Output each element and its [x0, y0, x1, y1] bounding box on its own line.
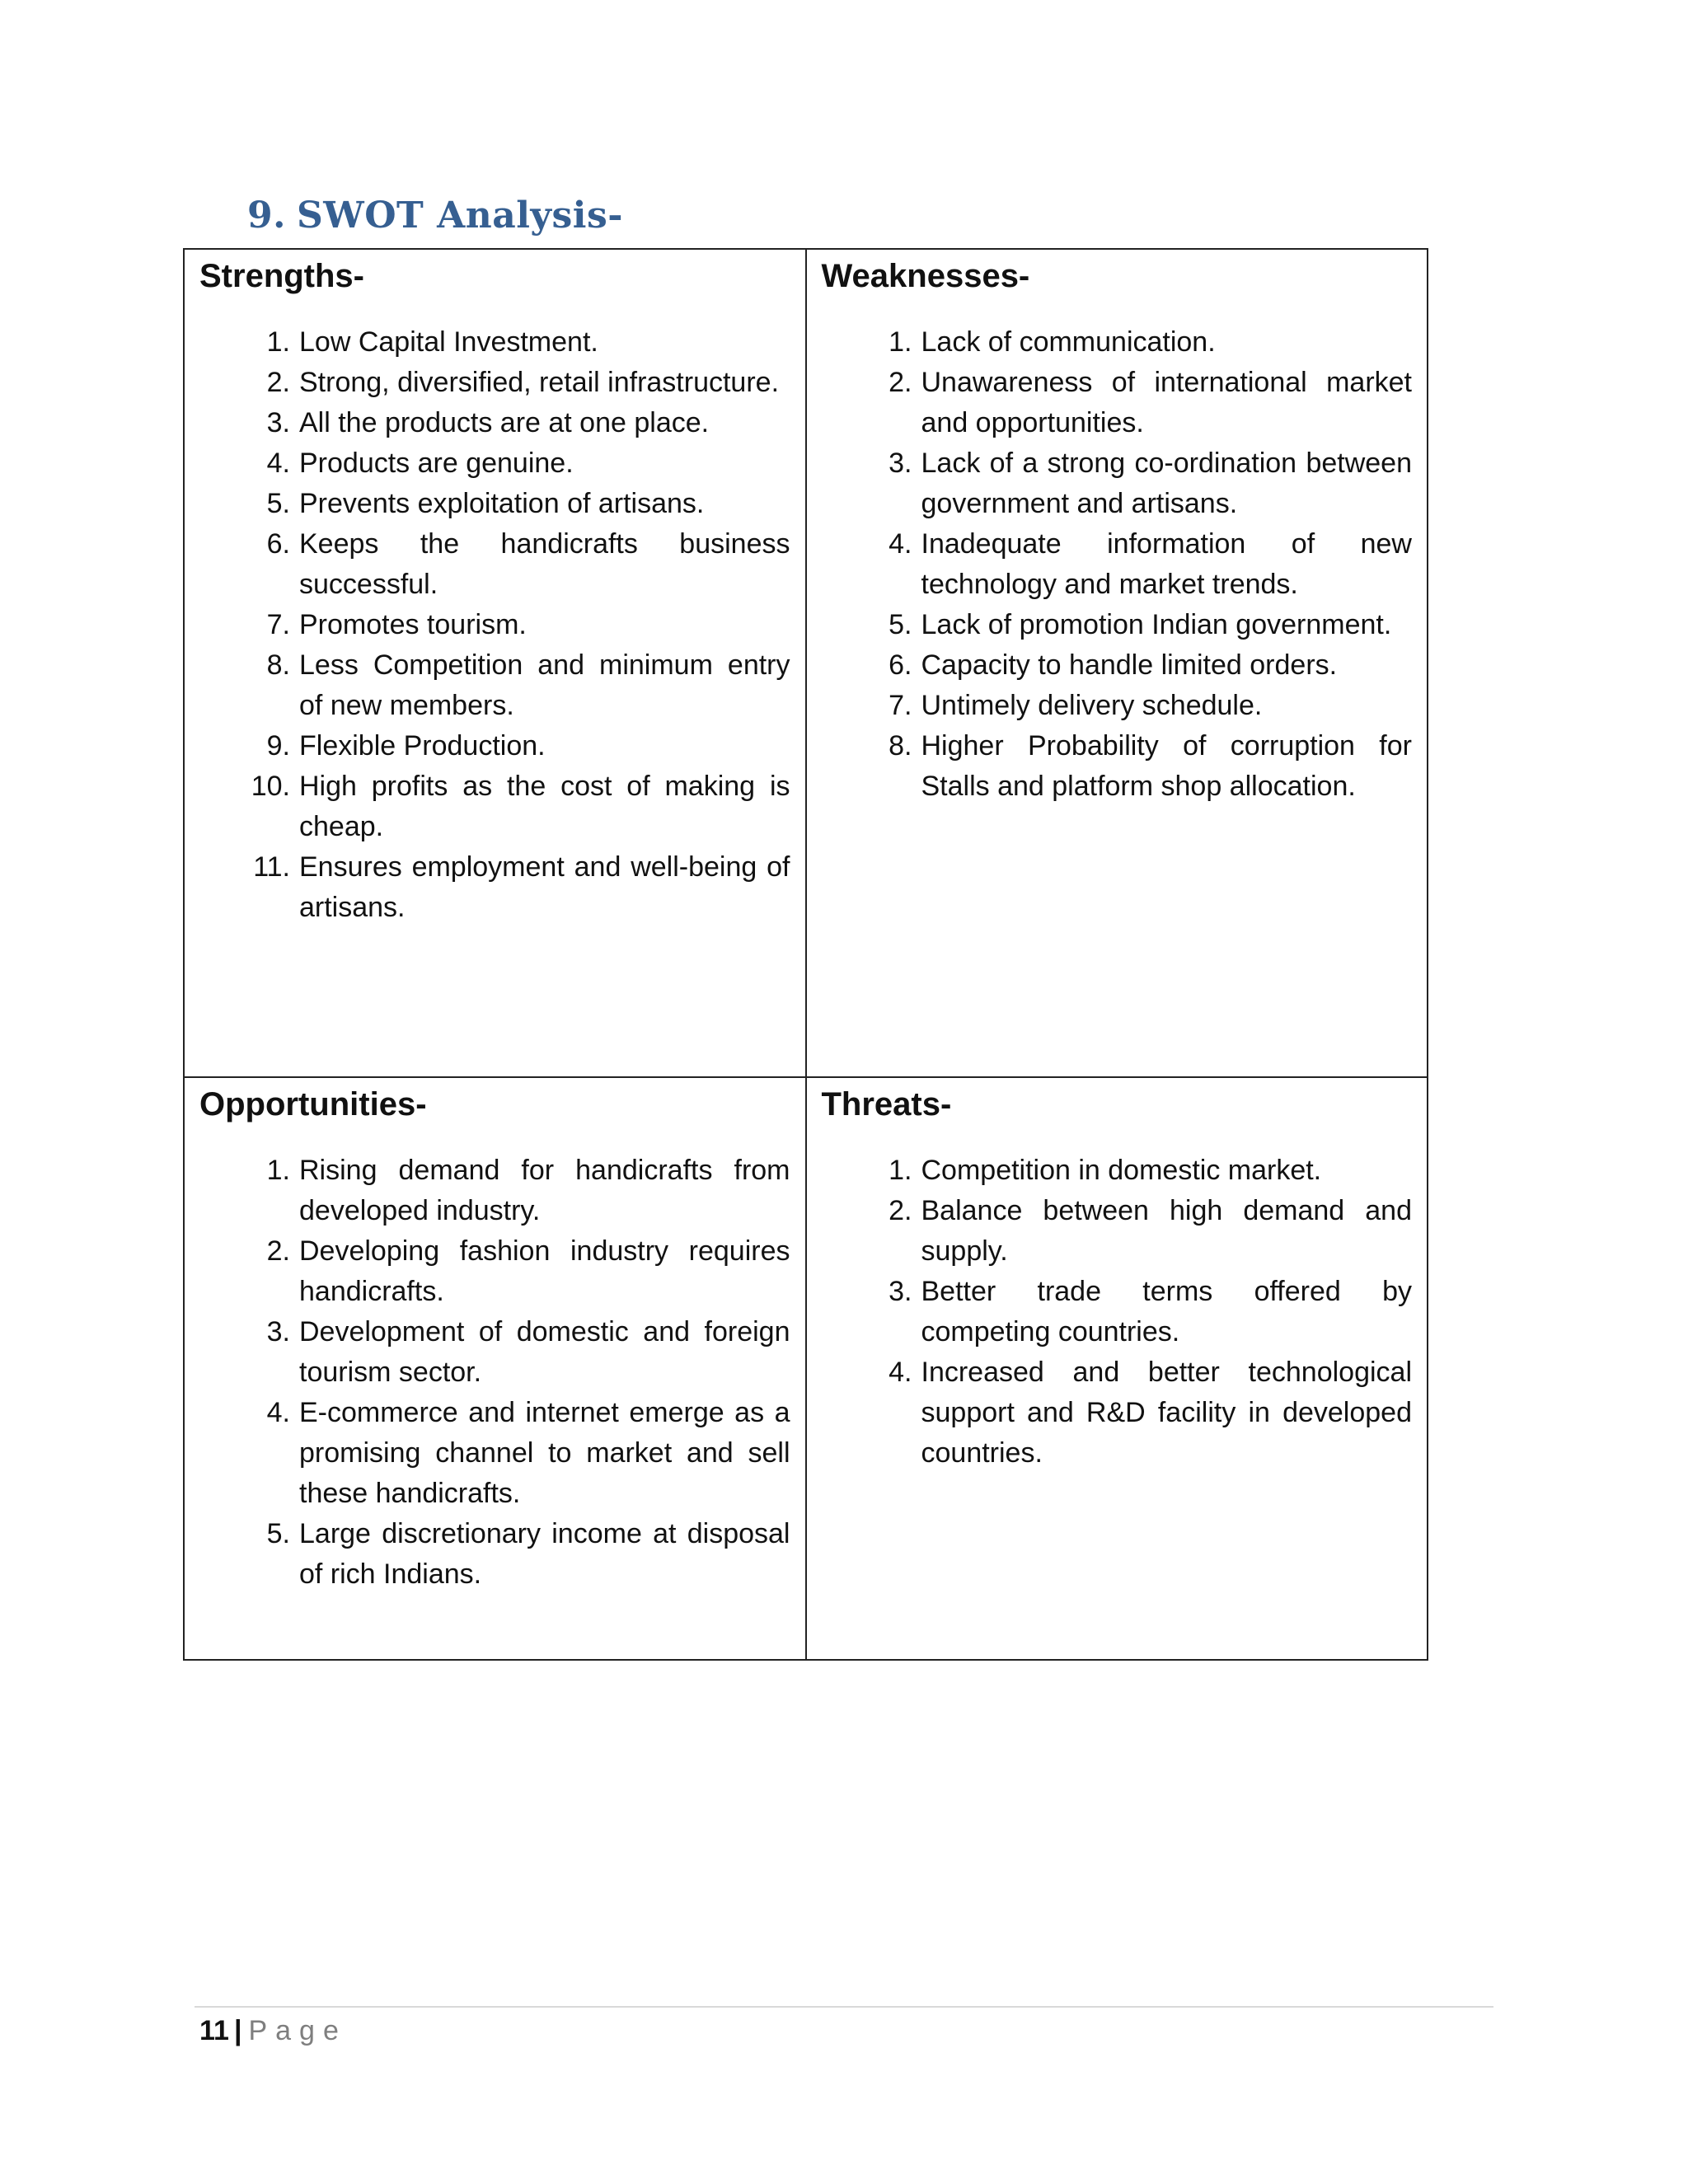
- strengths-title: Strengths-: [199, 258, 364, 294]
- list-item-text: Less Competition and minimum entry of new members.: [299, 649, 790, 721]
- list-item-number: 10.: [251, 771, 290, 802]
- list-item: [822, 686, 1413, 726]
- list-item-text: Development of domestic and foreign tourism sector.: [299, 1316, 790, 1388]
- list-item-number: 1.: [889, 326, 912, 358]
- list-item-number: 3.: [266, 407, 290, 438]
- list-item-number: 6.: [889, 649, 912, 681]
- page-footer: [199, 2011, 347, 2050]
- list-item-number: 4.: [266, 1397, 290, 1428]
- list-item-text: Lack of promotion Indian government.: [921, 609, 1392, 640]
- list-item-text: Ensures employment and well-being of artisans.: [299, 851, 790, 923]
- list-item-text: E-commerce and internet emerge as a promising channel to market and sell these handicrafts.: [299, 1397, 790, 1509]
- threats-list: [822, 1151, 1413, 1474]
- list-item-number: 4.: [889, 1357, 912, 1388]
- section-heading: [247, 194, 623, 237]
- list-item-text: Promotes tourism.: [299, 609, 527, 640]
- list-item: [199, 443, 790, 484]
- list-item: [822, 363, 1413, 443]
- list-item-text: Better trade terms offered by competing countries.: [921, 1276, 1412, 1347]
- weaknesses-cell: [806, 249, 1428, 1077]
- list-item: [822, 524, 1413, 605]
- list-item-number: 8.: [889, 730, 912, 762]
- list-item: [822, 322, 1413, 363]
- list-item-number: 8.: [266, 649, 290, 681]
- list-item: [822, 605, 1413, 645]
- list-item-text: Lack of a strong co-ordination between government and artisans.: [921, 448, 1412, 519]
- opportunities-title: Opportunities-: [199, 1086, 427, 1122]
- list-item: [199, 645, 790, 726]
- list-item: [822, 443, 1413, 524]
- list-item-number: 7.: [889, 690, 912, 721]
- list-item-text: High profits as the cost of making is cheap.: [299, 771, 790, 842]
- list-item-text: Inadequate information of new technology and market trends.: [921, 528, 1412, 600]
- swot-row-top: [184, 249, 1428, 1077]
- strengths-list: [199, 322, 790, 928]
- list-item: [199, 363, 790, 403]
- list-item: [199, 524, 790, 605]
- footer-divider: [195, 2006, 1493, 2008]
- section-number: 9.: [247, 194, 286, 237]
- list-item-number: 2.: [889, 367, 912, 398]
- list-item-number: 3.: [889, 1276, 912, 1307]
- list-item: [822, 645, 1413, 686]
- list-item-text: Competition in domestic market.: [921, 1155, 1322, 1186]
- list-item-number: 6.: [266, 528, 290, 560]
- list-item-text: Lack of communication.: [921, 326, 1216, 358]
- list-item-text: Keeps the handicrafts business successful.: [299, 528, 790, 600]
- strengths-cell: [184, 249, 806, 1077]
- list-item-text: Unawareness of international market and opportunities.: [921, 367, 1412, 438]
- list-item: [199, 1514, 790, 1595]
- list-item-number: 5.: [266, 1518, 290, 1549]
- list-item-number: 4.: [889, 528, 912, 560]
- list-item: [822, 1272, 1413, 1352]
- swot-row-bottom: [184, 1077, 1428, 1660]
- list-item-number: 11.: [253, 851, 290, 883]
- list-item-number: 2.: [266, 367, 290, 398]
- list-item: [822, 1151, 1413, 1191]
- list-item-number: 9.: [266, 730, 290, 762]
- list-item: [199, 322, 790, 363]
- list-item-text: Strong, diversified, retail infrastructure.: [299, 367, 780, 398]
- list-item-text: Developing fashion industry requires handicrafts.: [299, 1235, 790, 1307]
- list-item: [822, 1191, 1413, 1272]
- list-item: [822, 726, 1413, 807]
- list-item: [199, 605, 790, 645]
- list-item-text: Flexible Production.: [299, 730, 546, 762]
- list-item: [199, 484, 790, 524]
- list-item-number: 1.: [889, 1155, 912, 1186]
- list-item: [199, 1151, 790, 1231]
- list-item: [199, 766, 790, 847]
- list-item-number: 5.: [889, 609, 912, 640]
- threats-cell: [806, 1077, 1428, 1660]
- opportunities-list: [199, 1151, 790, 1595]
- list-item-text: Capacity to handle limited orders.: [921, 649, 1338, 681]
- list-item-number: 4.: [266, 448, 290, 479]
- list-item: [199, 403, 790, 443]
- list-item: [199, 1231, 790, 1312]
- list-item: [199, 1393, 790, 1514]
- list-item-text: Increased and better technological support and R&D facility in developed countries.: [921, 1357, 1412, 1469]
- list-item-text: All the products are at one place.: [299, 407, 710, 438]
- list-item-text: Higher Probability of corruption for Stalls and platform shop allocation.: [921, 730, 1412, 802]
- list-item: [199, 847, 790, 928]
- list-item-number: 3.: [266, 1316, 290, 1347]
- list-item-text: Rising demand for handicrafts from developed industry.: [299, 1155, 790, 1226]
- list-item-text: Products are genuine.: [299, 448, 574, 479]
- list-item-text: Balance between high demand and supply.: [921, 1195, 1412, 1267]
- list-item-number: 1.: [266, 326, 290, 358]
- weaknesses-title: Weaknesses-: [821, 258, 1030, 294]
- list-item-text: Large discretionary income at disposal of rich Indians.: [299, 1518, 790, 1590]
- list-item-number: 2.: [889, 1195, 912, 1226]
- list-item: [199, 1312, 790, 1393]
- list-item: [199, 726, 790, 766]
- list-item-number: 1.: [266, 1155, 290, 1186]
- list-item-text: Prevents exploitation of artisans.: [299, 488, 705, 519]
- swot-table: [183, 248, 1428, 1661]
- weaknesses-list: [822, 322, 1413, 807]
- list-item-number: 7.: [266, 609, 290, 640]
- section-title: SWOT Analysis-: [297, 194, 624, 237]
- list-item-number: 5.: [266, 488, 290, 519]
- page-number: 11: [199, 2015, 229, 2046]
- threats-title: Threats-: [821, 1086, 952, 1122]
- list-item: [822, 1352, 1413, 1474]
- footer-separator: |: [233, 2015, 242, 2046]
- page-label: Page: [248, 2015, 347, 2046]
- opportunities-cell: [184, 1077, 806, 1660]
- list-item-number: 3.: [889, 448, 912, 479]
- list-item-number: 2.: [266, 1235, 290, 1267]
- list-item-text: Untimely delivery schedule.: [921, 690, 1263, 721]
- list-item-text: Low Capital Investment.: [299, 326, 598, 358]
